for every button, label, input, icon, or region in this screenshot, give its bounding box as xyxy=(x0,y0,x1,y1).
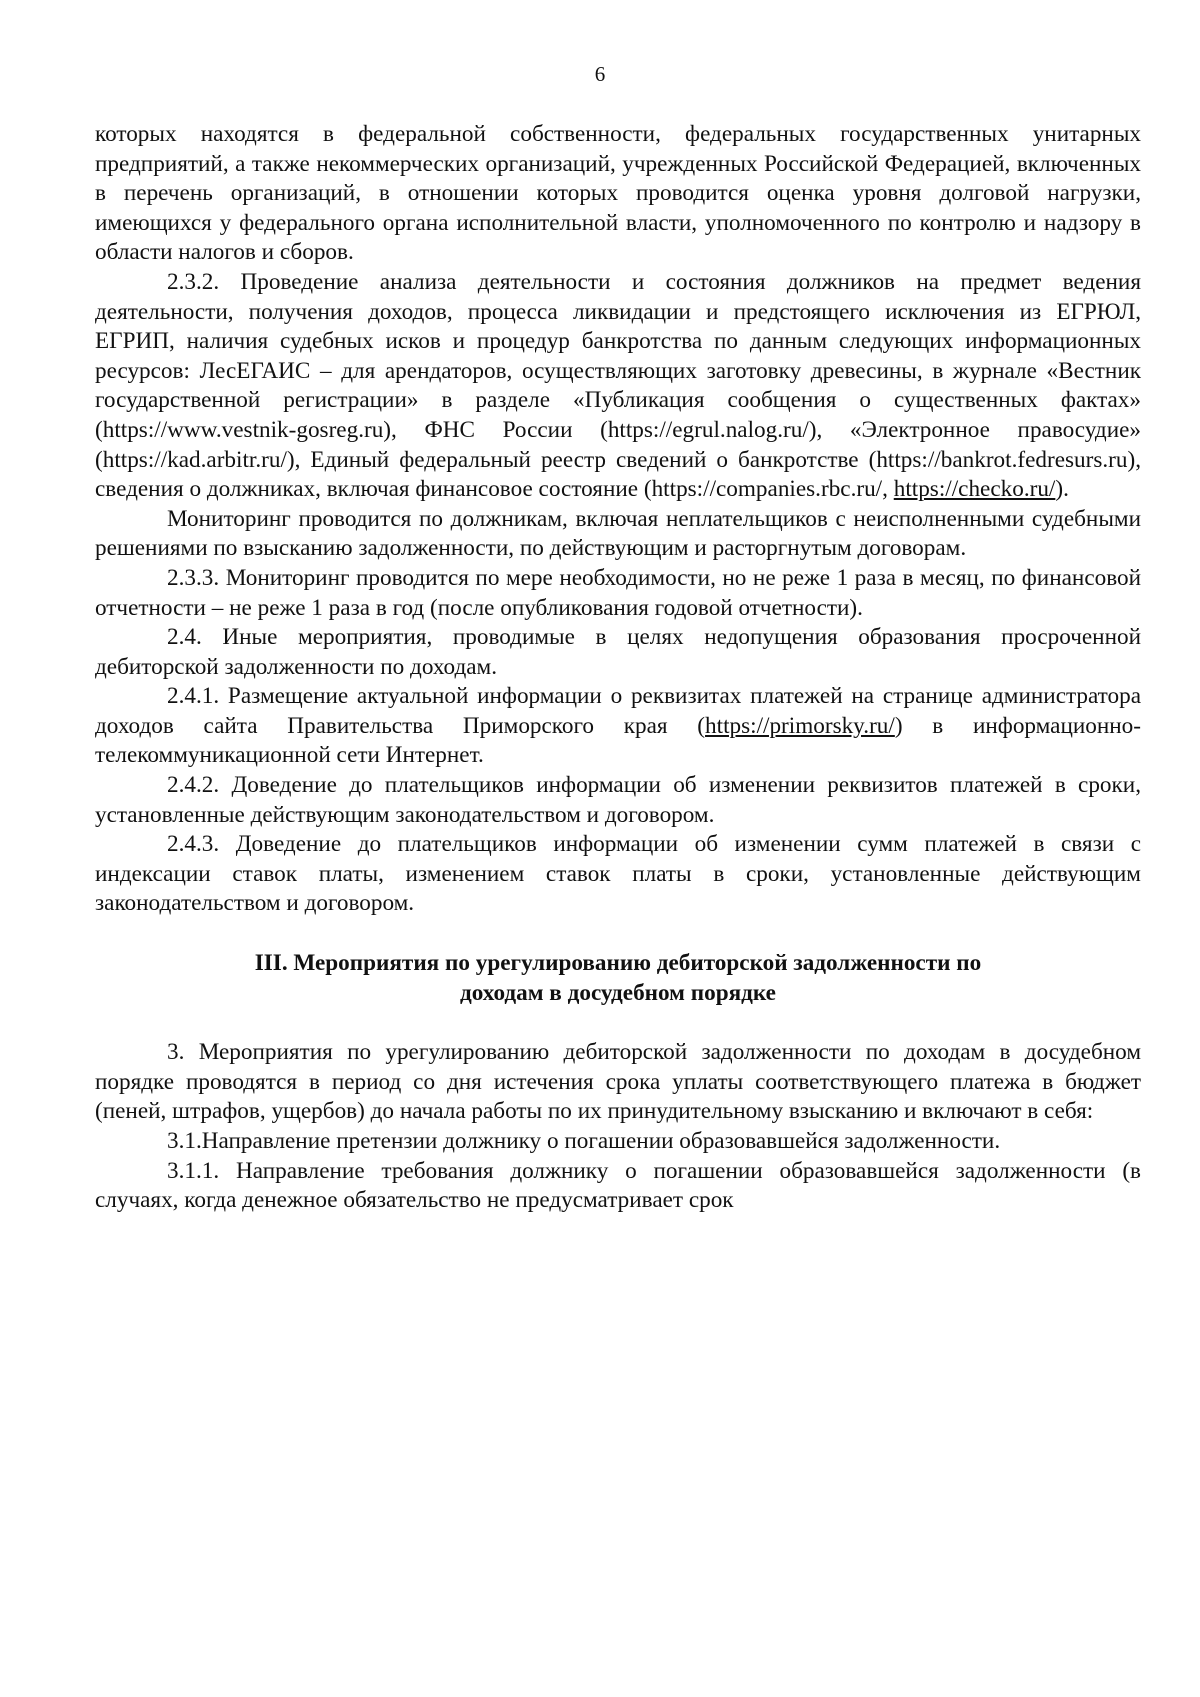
paragraph-3: 3. Мероприятия по урегулированию дебиторской задолженности по доходам в досудебном порядке проводятся в период со дня истечения срока уплаты соответствующего платежа в бюджет (пеней, штрафов, ущербов) до начала работы по их принудительному взысканию и включают в себя: xyxy=(95,1039,1141,1125)
page-number: 6 xyxy=(594,62,606,86)
paragraph-2-3-3: 2.3.3. Мониторинг проводится по мере необходимости, но не реже 1 раза в месяц, по финансовой отчетности – не реже 1 раза в год (после опубликования годовой отчетности). xyxy=(95,564,1141,621)
paragraph-2-4-1-text: 2.4.1. Размещение актуальной информации о реквизитах платежей на странице администратора доходов сайта Правительства Приморского края ( xyxy=(95,683,1141,739)
paragraph-2-4-1-end: ) в информационно-телекоммуникационной сети Интернет. xyxy=(95,712,1142,769)
paragraph-2-3-2-text: 2.3.2. Проведение анализа деятельности и состояния должников на предмет ведения деятельности, получения доходов, процесса ликвидации и предстоящего исключения из ЕГРЮЛ, ЕГРИП, наличия судебных исков и процедур банкротства по данным следующих информационных ресурсов: ЛесЕГАИС – для арендаторов, осуществляющих заготовку древесины, в журнале «Вестник государственной регистрации» в разделе «Публикация сообщения о существенных фактах» (https://www.vestnik-gosreg.ru), ФНС России (https://egrul.nalog.ru/), «Электронное правосудие» (https://kad.arbitr.ru/), Единый федеральный реестр сведений о банкротстве (https://bankrot.fedresurs.ru), сведения о должниках, включая финансовое состояние (https://companies.rbc.ru/, xyxy=(95,268,1141,503)
paragraph-3-1: 3.1.Направление претензии должнику о погашении образовавшейся задолженности. xyxy=(167,1128,1001,1154)
paragraph-2-3-2-end: ). xyxy=(1055,476,1069,503)
section-heading-line-1: III. Мероприятия по урегулированию дебиторской задолженности по xyxy=(254,950,982,977)
paragraph-2-3-2 xyxy=(95,268,1141,505)
paragraph-3-1-1: 3.1.1. Направление требования должнику о погашении образовавшейся задолженности (в случаях, когда денежное обязательство не предусматривает срок xyxy=(95,1157,1141,1214)
paragraph-2-4-2: 2.4.2. Доведение до плательщиков информации об изменении реквизитов платежей в сроки, установленные действующим законодательством и договором. xyxy=(95,772,1141,828)
paragraph-monitoring: Мониторинг проводится по должникам, включая неплательщиков с неисполненными судебными решениями по взысканию задолженности, по действующим и расторгнутым договорам. xyxy=(95,505,1141,562)
paragraph-continuation: которых находятся в федеральной собственности, федеральных государственных унитарных предприятий, а также некоммерческих организаций, учрежденных Российской Федерацией, включенных в перечень организаций, в отношении которых проводится оценка уровня долговой нагрузки, имеющихся у федерального органа исполнительной власти, уполномоченного по контролю и надзору в области налогов и сборов. xyxy=(95,121,1141,266)
section-heading xyxy=(95,949,1141,1008)
primorsky-link[interactable]: https://primorsky.ru/ xyxy=(705,712,895,739)
paragraph-2-4-3: 2.4.3. Доведение до плательщиков информации об изменении сумм платежей в связи с индексации ставок платы, изменением ставок платы в сроки, установленные действующим законодательством и договором. xyxy=(95,831,1141,917)
checko-link[interactable]: https://checko.ru/ xyxy=(893,476,1056,503)
paragraph-2-4-1 xyxy=(95,682,1141,771)
paragraph-2-4: 2.4. Иные мероприятия, проводимые в целях недопущения образования просроченной дебиторской задолженности по доходам. xyxy=(95,624,1141,680)
document-body xyxy=(95,120,1141,1216)
section-heading-line-2: доходам в досудебном порядке xyxy=(460,979,776,1006)
